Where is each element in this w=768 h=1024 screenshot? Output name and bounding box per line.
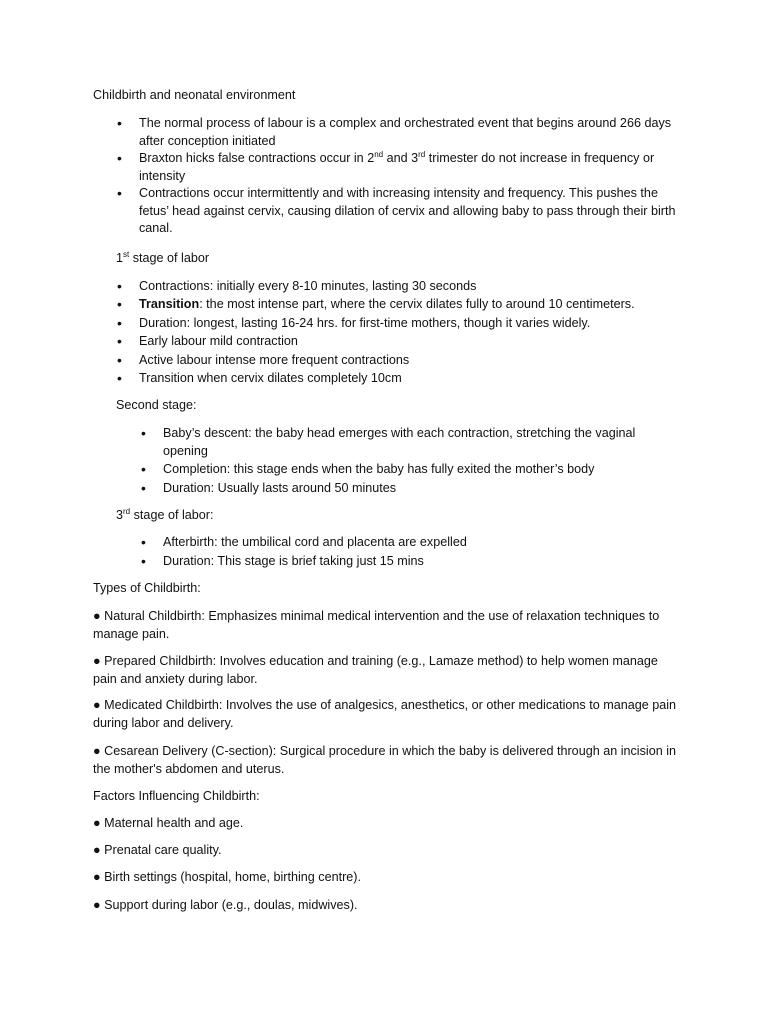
- intro-bullet-list: [139, 115, 679, 238]
- list-item: • Duration: longest, lasting 16-24 hrs. for first-time mothers, though it varies widely.: [139, 314, 679, 332]
- list-item: • Completion: this stage ends when the baby has fully exited the mother’s body: [163, 461, 679, 479]
- list-item: • The normal process of labour is a complex and orchestrated event that begins around 266 days after conception initiated: [139, 115, 679, 150]
- types-item: ● Cesarean Delivery (C-section): Surgical procedure in which the baby is delivered through an incision in the mother's abdomen and uterus.: [93, 744, 677, 776]
- list-item: • Afterbirth: the umbilical cord and placenta are expelled: [163, 534, 679, 552]
- types-heading: Types of Childbirth:: [93, 581, 201, 595]
- list-item: • Active labour intense more frequent contractions: [139, 351, 679, 369]
- list-item: • Transition: the most intense part, where the cervix dilates fully to around 10 centimeters.: [139, 295, 679, 313]
- stage2-heading: Second stage:: [116, 398, 197, 412]
- list-item: • Contractions: initially every 8-10 minutes, lasting 30 seconds: [139, 277, 679, 295]
- list-item: • Baby’s descent: the baby head emerges with each contraction, stretching the vaginal opening: [163, 425, 679, 460]
- types-item: ● Natural Childbirth: Emphasizes minimal medical intervention and the use of relaxation techniques to manage pain.: [93, 609, 660, 641]
- list-item: • Duration: This stage is brief taking just 15 mins: [163, 553, 679, 571]
- types-item: ● Prepared Childbirth: Involves education and training (e.g., Lamaze method) to help women manage pain and anxiety during labor.: [93, 654, 658, 686]
- list-item: • Braxton hicks false contractions occur in 2nd and 3rd trimester do not increase in frequency or intensity: [139, 150, 679, 185]
- types-item: ● Medicated Childbirth: Involves the use of analgesics, anesthetics, or other medications to manage pain during labor and delivery.: [93, 698, 677, 730]
- factors-heading: Factors Influencing Childbirth:: [93, 789, 260, 803]
- stage3-heading: 3rd stage of labor:: [116, 506, 214, 522]
- stage1-list: [139, 277, 679, 387]
- document-title: Childbirth and neonatal environment: [93, 88, 296, 102]
- factors-item: ● Support during labor (e.g., doulas, midwives).: [93, 898, 358, 912]
- stage1-heading: 1st stage of labor: [116, 249, 210, 265]
- stage3-list: [163, 534, 679, 570]
- stage2-list: [163, 425, 679, 497]
- list-item: • Early labour mild contraction: [139, 332, 679, 350]
- factors-item: ● Maternal health and age.: [93, 816, 244, 830]
- list-item: • Contractions occur intermittently and with increasing intensity and frequency. This pushes the fetus’ head against cervix, causing dilation of cervix and allowing baby to pass through their birth canal.: [139, 185, 679, 238]
- list-item: • Duration: Usually lasts around 50 minutes: [163, 480, 679, 498]
- factors-item: ● Prenatal care quality.: [93, 843, 222, 857]
- factors-item: ● Birth settings (hospital, home, birthing centre).: [93, 870, 361, 884]
- list-item: • Transition when cervix dilates completely 10cm: [139, 369, 679, 387]
